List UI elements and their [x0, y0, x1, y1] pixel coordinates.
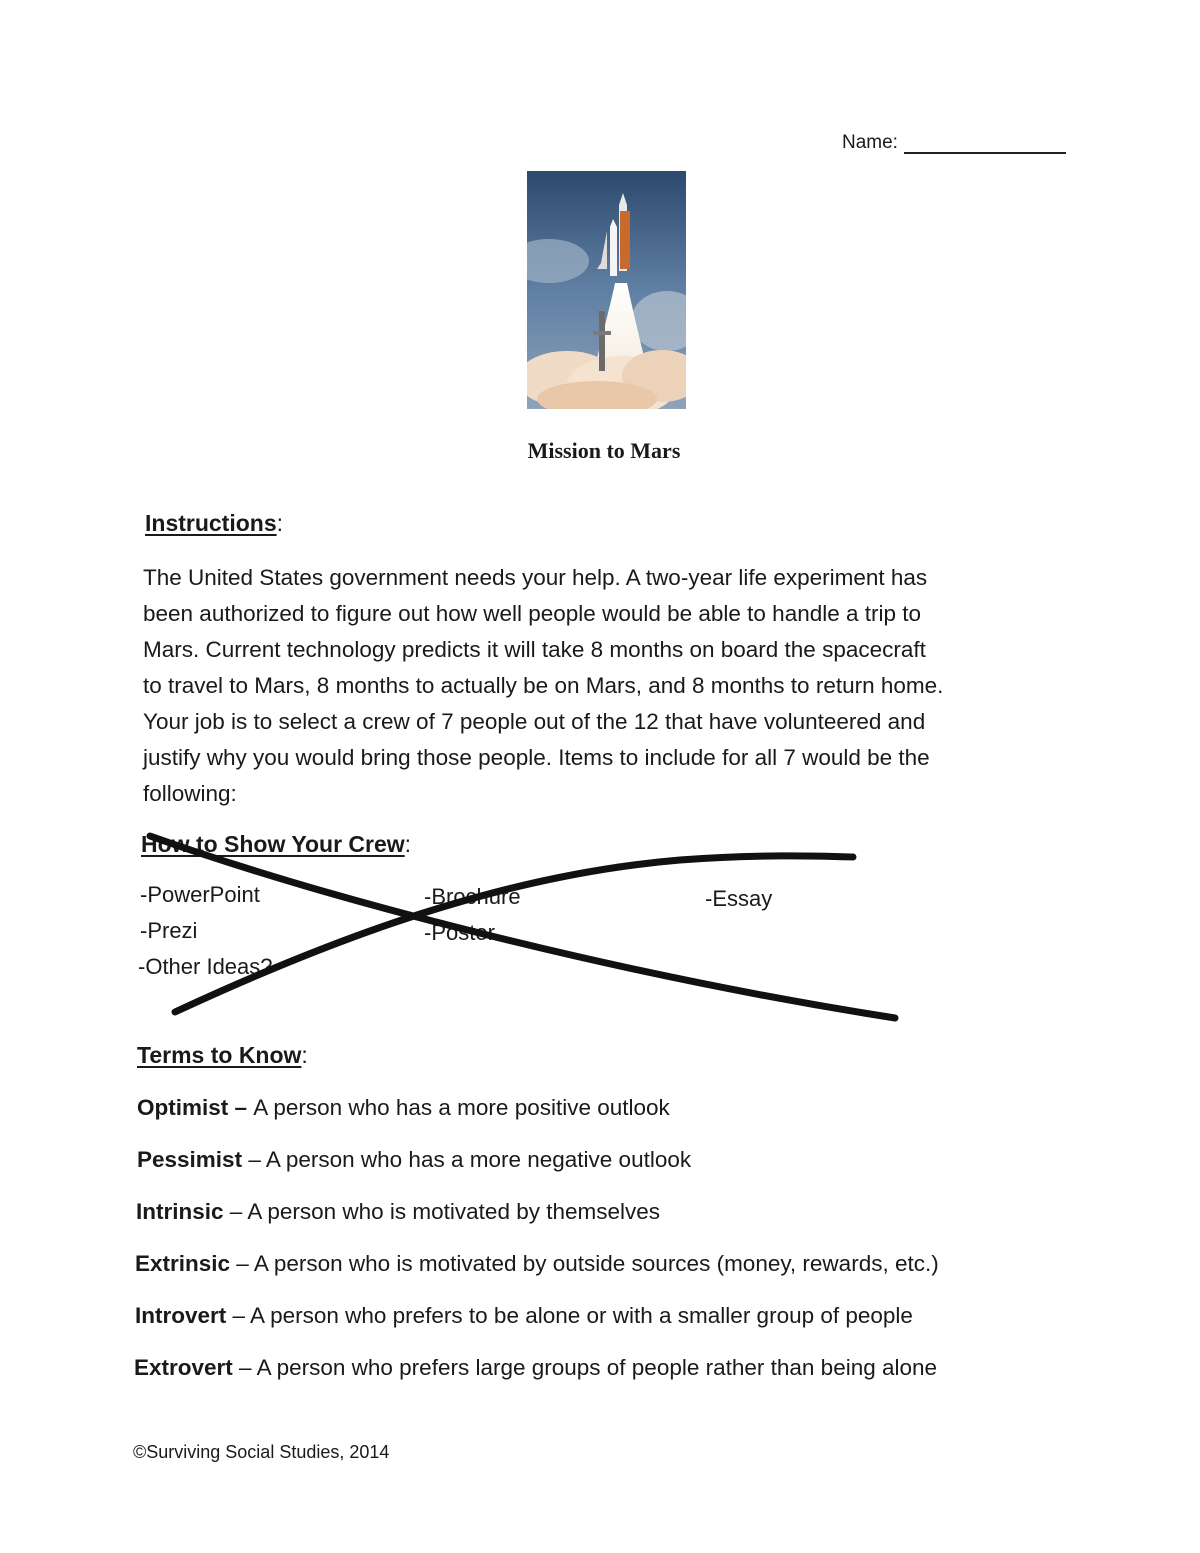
instructions-heading-colon: : [276, 510, 284, 536]
option-powerpoint: -PowerPoint [140, 882, 260, 907]
space-shuttle-launch-photo [527, 171, 686, 409]
term-dash: – [232, 1355, 257, 1380]
term-name: Extrovert [134, 1355, 233, 1380]
term-name: Pessimist [137, 1147, 243, 1172]
option-other-ideas: -Other Ideas? [138, 954, 273, 979]
copyright-footer: ©Surviving Social Studies, 2014 [133, 1442, 390, 1462]
term-definition: A person who is motivated by themselves [247, 1199, 661, 1224]
terms-heading-text: Terms to Know [137, 1042, 302, 1068]
option-brochure: -Brochure [424, 884, 521, 909]
option-essay: -Essay [705, 886, 773, 911]
instructions-line: justify why you would bring those people. Items to include for all 7 would be the [143, 745, 930, 770]
option-poster: -Poster [424, 920, 495, 945]
terms-heading [137, 1042, 308, 1069]
term-name: Extrinsic [135, 1251, 231, 1276]
show-crew-heading-text: How to Show Your Crew [141, 831, 405, 857]
instructions-line: to travel to Mars, 8 months to actually be on Mars, and 8 months to return home. [143, 673, 944, 698]
instructions-line: been authorized to figure out how well people would be able to handle a trip to [143, 601, 922, 626]
show-crew-heading-colon: : [404, 831, 412, 857]
term-definition: A person who has a more positive outlook [253, 1095, 670, 1120]
term-dash: – [242, 1147, 266, 1172]
term-definition: A person who prefers large groups of people rather than being alone [256, 1355, 938, 1380]
term-dash: – [226, 1303, 251, 1328]
term-name: Optimist [137, 1095, 229, 1120]
instructions-heading-text: Instructions [145, 510, 277, 536]
term-dash: – [230, 1251, 254, 1276]
option-prezi: -Prezi [140, 918, 198, 943]
term-name: Introvert [135, 1303, 227, 1328]
term-definition: A person who is motivated by outside sources (money, rewards, etc.) [253, 1251, 939, 1276]
instructions-paragraph [143, 560, 1083, 812]
term-item [137, 1147, 691, 1173]
term-item [137, 1095, 670, 1121]
term-definition: A person who has a more negative outlook [265, 1147, 692, 1172]
term-dash: – [223, 1199, 248, 1224]
shuttle-illustration [527, 171, 686, 409]
term-dash: – [228, 1095, 254, 1120]
instructions-line: Mars. Current technology predicts it will take 8 months on board the spacecraft [143, 637, 926, 662]
term-name: Intrinsic [136, 1199, 224, 1224]
term-item [135, 1303, 913, 1329]
term-item [135, 1251, 939, 1277]
terms-heading-colon: : [301, 1042, 308, 1068]
name-label: Name: [842, 132, 898, 153]
term-item [136, 1199, 660, 1225]
instructions-line: The United States government needs your help. A two-year life experiment has [143, 565, 928, 590]
instructions-heading [145, 510, 283, 537]
document-title: Mission to Mars [527, 438, 681, 463]
term-definition: A person who prefers to be alone or with a smaller group of people [250, 1303, 913, 1328]
name-blank-line [904, 132, 1066, 154]
show-crew-heading [141, 831, 411, 858]
instructions-line: following: [143, 781, 237, 806]
name-field [842, 132, 1066, 154]
instructions-line: Your job is to select a crew of 7 people out of the 12 that have volunteered and [143, 709, 926, 734]
term-item [134, 1355, 937, 1381]
